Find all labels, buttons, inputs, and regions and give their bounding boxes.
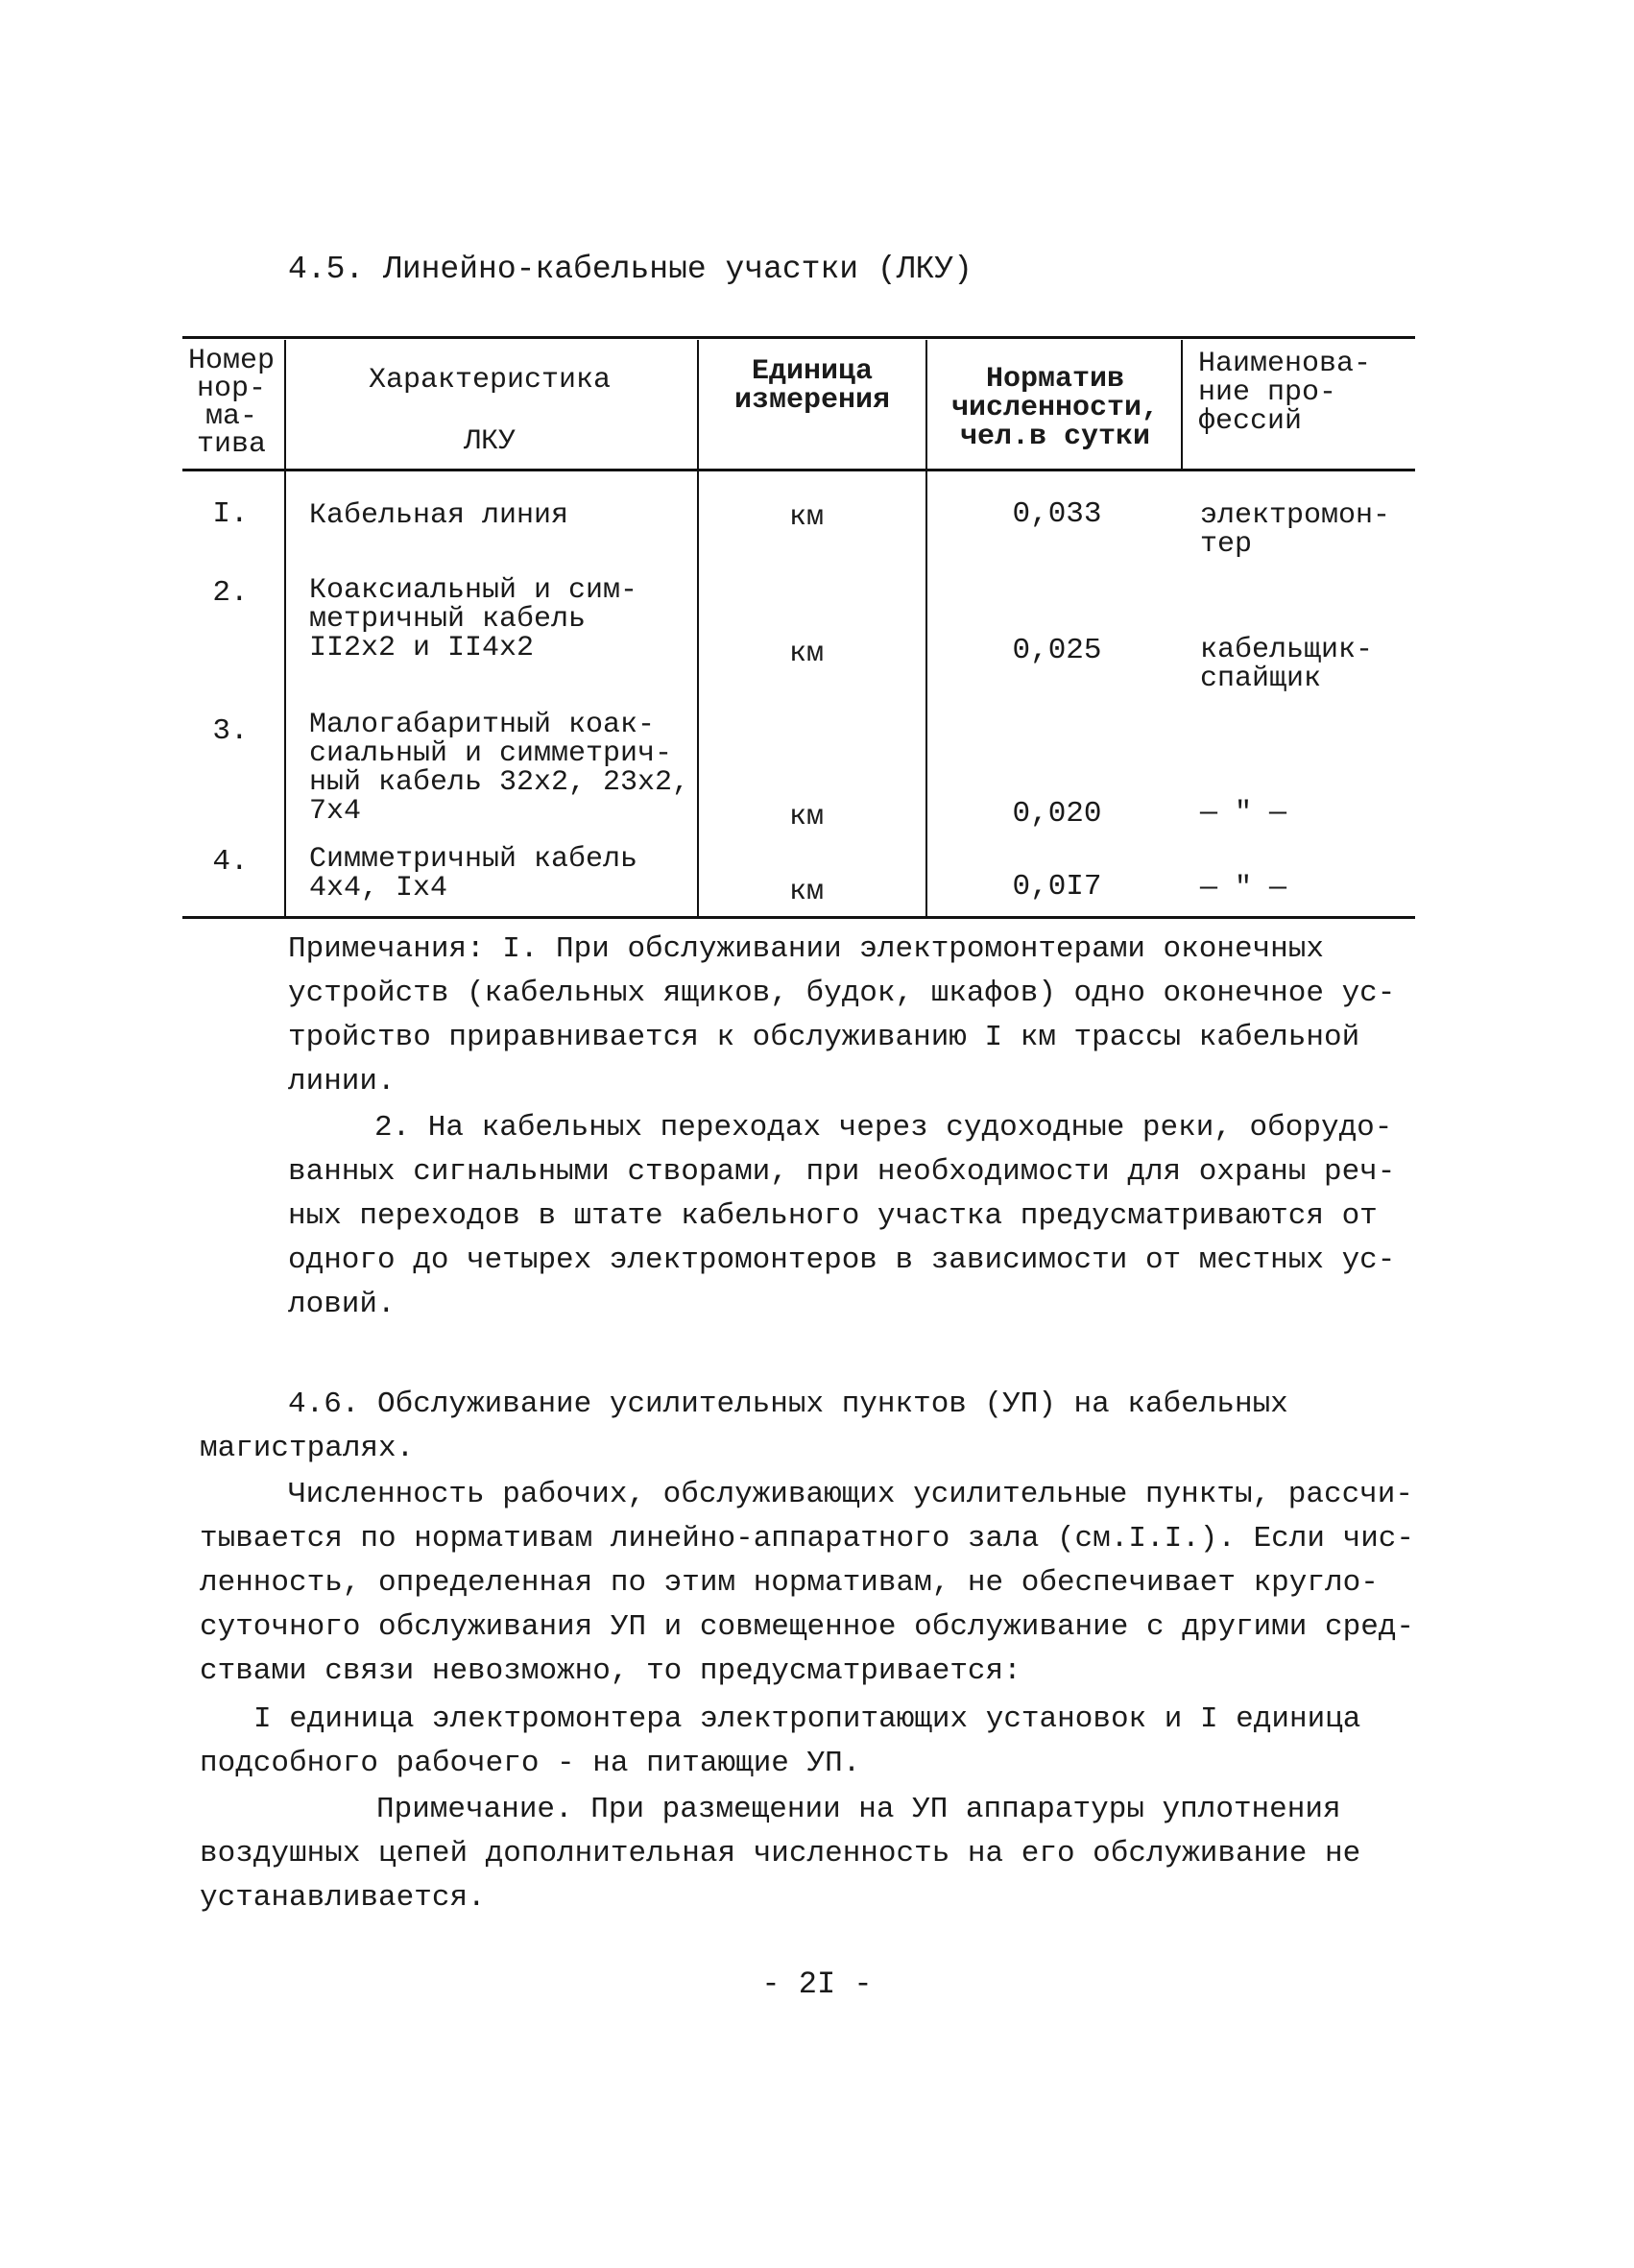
table-top-rule <box>182 336 1415 339</box>
row-2-profession: кабельщик- спайщик <box>1200 634 1374 695</box>
row-2-number: 2. <box>212 576 249 610</box>
row-2-norm: 0,025 <box>1012 634 1102 667</box>
table-header-rule <box>182 469 1415 471</box>
table-col-divider-4 <box>1181 340 1183 470</box>
row-4-number: 4. <box>212 845 249 879</box>
section-4-6-paragraph-2: I единица электромонтера электропитающих установок и I единица подсобного рабочего - на питающие УП. <box>200 1702 1361 1780</box>
table-col-divider-1 <box>284 340 286 916</box>
section-4-6-paragraph-1: Численность рабочих, обслуживающих усилительные пункты, рассчи- тывается по нормативам линейно-аппаратного зала (см.I.I.). Если чис- ленность, определенная по этим нормативам, не обеспечивает кругло- суточного обслуживания УП и совмещенное обслуживание с другими сред- ствами связи невозможно, то предусматривается: <box>200 1478 1415 1688</box>
header-number: Номер нор- ма- тива <box>187 345 275 461</box>
row-1-norm: 0,033 <box>1012 497 1102 531</box>
row-1-number: I. <box>212 497 249 531</box>
row-4-characteristic: Симметричный кабель 4x4, Ix4 <box>309 843 638 905</box>
note-2: 2. На кабельных переходах через судоходные реки, оборудо- ванных сигнальными створами, при необходимости для охраны реч- ных переходов в штате кабельного участка предусматриваются от одного до четырех электромонтеров в зависимости от местных ус- ловий. <box>288 1111 1396 1321</box>
row-4-unit: км <box>788 876 824 908</box>
row-3-unit: км <box>788 801 824 833</box>
row-1-unit: км <box>788 501 824 534</box>
header-unit: Единица измерения <box>733 355 891 417</box>
row-4-norm: 0,0I7 <box>1012 870 1102 904</box>
table-col-divider-3 <box>925 340 927 916</box>
row-2-unit: км <box>788 638 824 670</box>
page-number: - 2I - <box>761 1966 873 2002</box>
row-3-number: 3. <box>212 714 249 748</box>
header-characteristic: Характеристика ЛКУ <box>368 364 612 458</box>
row-2-characteristic: Коаксиальный и сим- метричный кабель II2x2 и II4x2 <box>309 574 638 664</box>
row-3-profession: — " — <box>1200 797 1287 830</box>
row-3-characteristic: Малогабаритный коак- сиальный и симметрич- ный кабель 32x2, 23x2, 7x4 <box>309 709 690 828</box>
header-profession: Наименова- ние про- фессий <box>1198 348 1372 438</box>
section-4-6-title: 4.6. Обслуживание усилительных пунктов (УП) на кабельных магистралях. <box>200 1387 1288 1465</box>
note-1: Примечания: I. При обслуживании электромонтерами оконечных устройств (кабельных ящиков, будок, шкафов) одно оконечное ус- тройство приравнивается к обслуживанию I км трассы кабельной линии. <box>288 932 1396 1098</box>
header-norm: Норматив численности, чел.в сутки <box>950 363 1160 453</box>
section-4-5-title: 4.5. Линейно-кабельные участки (ЛКУ) <box>288 252 973 287</box>
row-1-profession: электромон- тер <box>1200 499 1391 561</box>
lku-table <box>182 336 1415 922</box>
row-3-norm: 0,020 <box>1012 797 1102 831</box>
section-4-6-note: Примечание. При размещении на УП аппаратуры уплотнения воздушных цепей дополнительная численность на его обслуживание не устанавливается. <box>200 1793 1361 1915</box>
row-1-characteristic: Кабельная линия <box>309 499 569 532</box>
row-4-profession: — " — <box>1200 872 1287 905</box>
table-bottom-rule <box>182 916 1415 919</box>
table-col-divider-2 <box>697 340 699 916</box>
